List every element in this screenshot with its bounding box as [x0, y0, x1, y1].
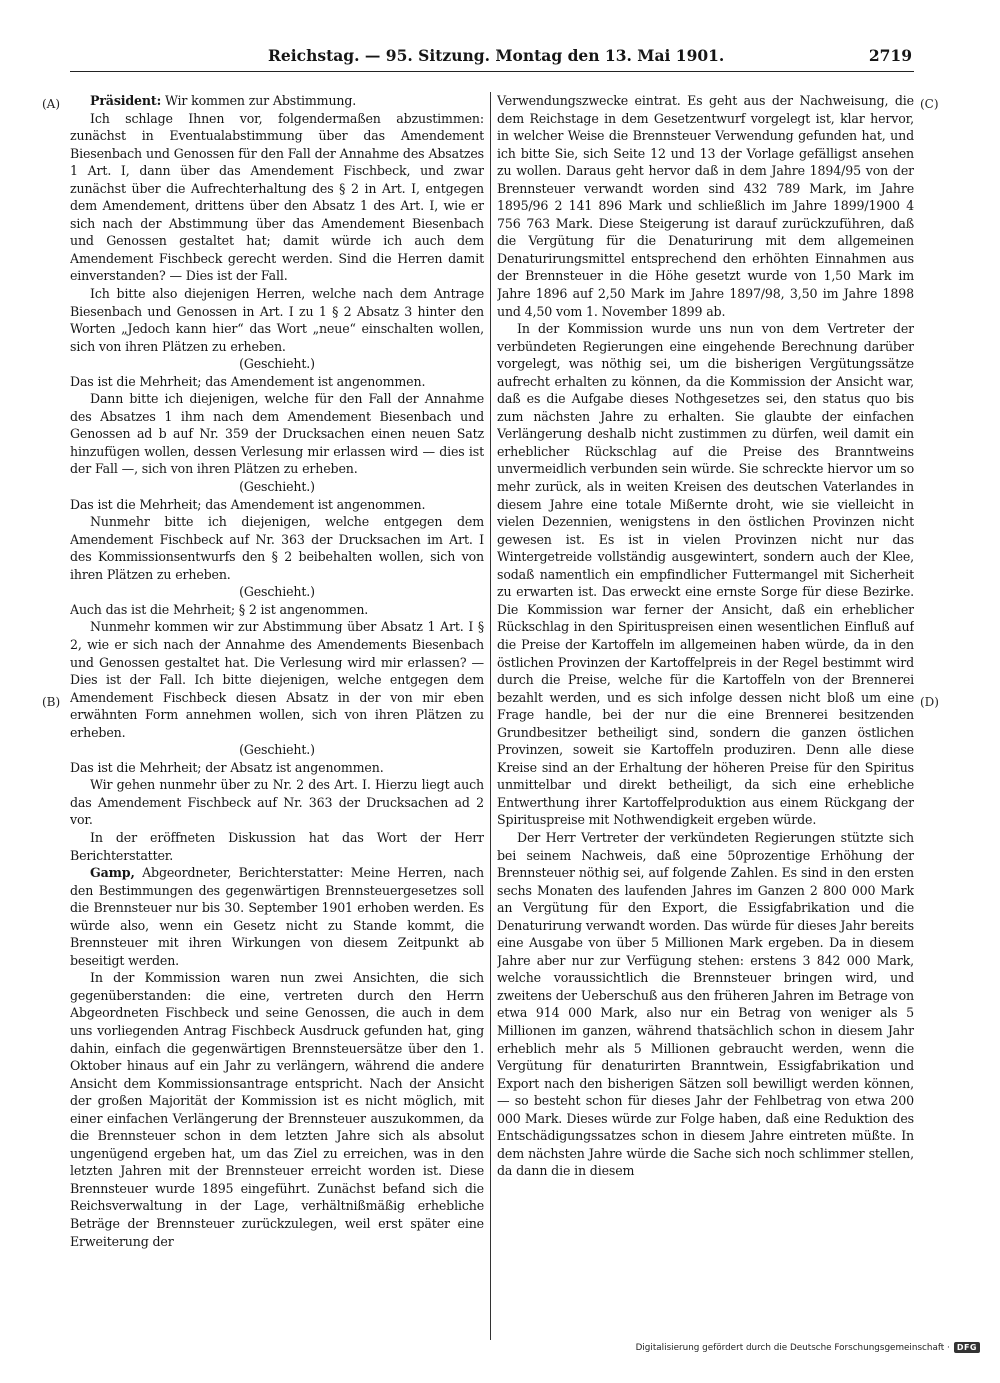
- page-header: [0, 46, 1000, 70]
- digitization-footer: [636, 1342, 980, 1353]
- stage-direction: (Geschieht.): [239, 584, 315, 600]
- paragraph: [70, 864, 484, 969]
- paragraph: Verwendungszwecke eintrat. Es geht aus der Nachweisung, die dem Reichstage in dem Gesetzentwurf vorgelegt ist, klar hervor, in welcher Weise die Brennsteuer Verwendung gefunden hat, und ich bitte Sie, sich Seite 12 und 13 der Vorlage gefälligst ansehen zu wollen. Daraus geht hervor daß in dem Jahre 1894/95 von der Brennsteuer verwandt worden sind 432 789 Mark, im Jahre 1895/96 2 141 896 Mark und schließlich im Jahre 1899/1900 4 756 763 Mark. Diese Steigerung ist darauf zurückzuführen, daß die Vergütung für die Denaturirung mit dem allgemeinen Denaturirungsmittel entsprechend den erhöhten Einnahmen aus der Brennsteuer in die Höhe gesetzt wurde von 1,50 Mark im Jahre 1896 auf 2,50 Mark im Jahre 1897/98, 3,50 im Jahre 1898 und 4,50 vom 1. November 1899 ab.: [497, 93, 914, 319]
- column-divider: [490, 92, 491, 1340]
- paragraph: Wir gehen nunmehr über zu Nr. 2 des Art. I. Hierzu liegt auch das Amendement Fischbeck auf Nr. 363 der Drucksachen ad 2 vor.: [70, 777, 484, 828]
- paragraph: Ich bitte also diejenigen Herren, welche nach dem Antrage Biesenbach und Genossen in Art. I zu 1 § 2 Absatz 3 hinter den Worten „Jedoch kann hier“ das Wort „neue“ einschalten wollen, sich von ihren Plätzen zu erheben.: [70, 286, 484, 354]
- paragraph: Das ist die Mehrheit; das Amendement ist angenommen.: [70, 496, 426, 512]
- paragraph: Das ist die Mehrheit; der Absatz ist angenommen.: [70, 759, 384, 775]
- paragraph: Nunmehr bitte ich diejenigen, welche entgegen dem Amendement Fischbeck auf Nr. 363 der Drucksachen im Art. I des Kommissionsentwurfs den § 2 beibehalten wollen, sich von ihren Plätzen zu erheben.: [70, 514, 484, 582]
- margin-marker-a: (A): [42, 97, 61, 111]
- speaker-name: Gamp,: [90, 865, 135, 881]
- margin-marker-c: (C): [920, 97, 939, 111]
- paragraph: In der Kommission waren nun zwei Ansichten, die sich gegenüberstanden: die eine, vertreten durch den Herrn Abgeordneten Fischbeck und seine Genossen, die auch in dem uns vorliegenden Antrag Fischbeck Ausdruck gefunden hat, ging dahin, einfach die gegenwärtigen Brennsteuersätze über den 1. Oktober hinaus auf ein Jahr zu verlängern, während die andere Ansicht dem Kommissionsantrage entspricht. Nach der Ansicht der großen Majorität der Kommission ist es nicht möglich, mit einer einfachen Verlängerung der Brennsteuer auszukommen, da die Brennsteuer schon in dem letzten Jahre sich als absolut ungenügend ergeben hat, um das Ziel zu erreichen, was in den letzten Jahren mit der Brennsteuer erreicht worden ist. Diese Brennsteuer wurde 1895 eingeführt. Zunächst befand sich die Reichsverwaltung in der Lage, verhältnißmäßig erhebliche Beträge der Brennsteuer zurückzulegen, weil erst später eine Erweiterung der: [70, 970, 484, 1249]
- speaker-name: Präsident:: [90, 93, 162, 108]
- stage-direction: (Geschieht.): [239, 356, 315, 372]
- paragraph: Ich schlage Ihnen vor, folgendermaßen abzustimmen: zunächst in Eventualabstimmung über das Amendement Biesenbach und Genossen für den Fall der Annahme des Absatzes 1 Art. I, dann über das Amendement Fischbeck, und zwar zunächst über die Aufrechterhaltung des § 2 in Art. I, entgegen dem Amendement, drittens über den Absatz 1 des Art. I, wie er sich nach der Abstimmung über das Amendement Biesenbach und Genossen gestaltet hat; damit würde ich auch dem Amendement Fischbeck gerecht werden. Sind die Herren damit einverstanden? — Dies ist der Fall.: [70, 110, 484, 284]
- paragraph: In der Kommission wurde uns nun von dem Vertreter der verbündeten Regierungen eine eingehende Berechnung darüber vorgelegt, was nöthig sei, um die bisherigen Vergütungssätze aufrecht erhalten zu können, da die Kommission der Ansicht war, daß es die Aufgabe dieses Nothgesetzes sei, den status quo bis zum nächsten Jahre zu erhalten. Sie glaubte der einfachen Verlängerung deshalb nicht zustimmen zu dürfen, weil damit ein erheblicher Rückschlag auf die Preise des Branntweins unvermeidlich verbunden sein würde. Sie schreckte hiervor um so mehr zurück, als in weiten Kreisen des deutschen Vaterlandes in diesem Jahre eine totale Mißernte droht, wie sie vielleicht in vielen Dezennien, wenigstens in den östlichen Provinzen nicht gewesen ist. Es ist in vielen Provinzen nicht nur das Wintergetreide vollständig ausgewintert, sondern auch der Klee, sodaß namentlich ein empfindlicher Futtermangel mit Sicherheit zu erwarten ist. Das erweckt eine ernste Sorge für diese Bezirke. Die Kommission war ferner der Ansicht, daß ein erheblicher Rückschlag in den Spirituspreisen einen wesentlichen Einfluß auf die Preise der Kartoffeln im allgemeinen haben würde, da in den östlichen Provinzen der Kartoffelpreis in der Regel bestimmt wird durch die Preise, welche für die Kartoffeln von der Brennerei bezahlt werden, und es sich infolge dessen nicht bloß um eine Frage handle, bei der nur die eine Brennerei besitzenden Grundbesitzer betheiligt sind, sondern die ganzen östlichen Provinzen, soweit sie Kartoffeln produziren. Denn alle diese Kreise sind an der Erhaltung der höheren Preise für den Spiritus unmittelbar und direkt betheiligt, da sich eine erhebliche Entwerthung ihrer Kartoffelproduktion aus einem Rückgang der Spirituspreise mit Nothwendigkeit ergeben würde.: [497, 321, 914, 828]
- paragraph: Der Herr Vertreter der verkündeten Regierungen stützte sich bei seinem Nachweis, daß eine 50prozentige Erhöhung der Brennsteuer nöthig sei, auf folgende Zahlen. Es sind in den ersten sechs Monaten des laufenden Jahres im Ganzen 2 800 000 Mark an Vergütung für den Export, die Essigfabrikation und die Denaturirung verwandt worden. Das würde für dieses Jahr bereits eine Ausgabe von über 5 Millionen Mark ergeben. Da in diesem Jahre aber nur zur Verfügung stehen: erstens 3 842 000 Mark, welche voraussichtlich die Brennsteuer bringen wird, und zweitens der Ueberschuß aus den früheren Jahren im Betrage von etwa 914 000 Mark, also nur ein Betrag von weniger als 5 Millionen im ganzen, während thatsächlich schon in diesem Jahr erheblich mehr als 5 Millionen gebraucht werden, wenn die Vergütung für denaturirten Branntwein, Essigfabrikation und Export nach den bisherigen Sätzen soll bewilligt werden können, — so besteht schon für dieses Jahr der Fehlbetrag von etwa 200 000 Mark. Dieses würde zur Folge haben, daß eine Reduktion des Entschädigungssatzes schon in diesem Jahre eintreten müßte. In dem nächsten Jahre würde die Sache sich noch schlimmer stellen, da dann die in diesem: [497, 829, 914, 1179]
- running-title: Reichstag. — 95. Sitzung. Montag den 13. Mai 1901.: [268, 46, 725, 65]
- margin-marker-d: (D): [920, 695, 939, 709]
- paragraph: In der eröffneten Diskussion hat das Wort der Herr Berichterstatter.: [70, 829, 484, 863]
- paragraph: [70, 92, 484, 110]
- footer-text: Digitalisierung gefördert durch die Deutsche Forschungsgemeinschaft ·: [635, 1342, 950, 1353]
- dfg-logo: DFG: [954, 1342, 980, 1353]
- stage-direction: (Geschieht.): [239, 479, 315, 495]
- speech-text: Wir kommen zur Abstimmung.: [161, 93, 357, 108]
- page-number: 2719: [868, 46, 912, 65]
- header-rule: [70, 71, 914, 72]
- margin-marker-b: (B): [42, 695, 61, 709]
- right-column: [497, 92, 914, 1344]
- speech-text: Abgeordneter, Berichterstatter: Meine Herren, nach den Bestimmungen des gegenwärtigen Brennsteuergesetzes soll die Brennsteuer nur bis 30. September 1901 erhoben werden. Es würde also, wenn ein Gesetz nicht zu Stande kommt, die Brennsteuer mit ihren Wirkungen von diesem Zeitpunkt ab beseitigt werden.: [70, 865, 484, 968]
- paragraph: Nunmehr kommen wir zur Abstimmung über Absatz 1 Art. I § 2, wie er sich nach der Annahme des Amendements Biesenbach und Genossen gestaltet hat. Die Verlesung wird mir erlassen? — Dies ist der Fall. Ich bitte diejenigen, welche entgegen dem Amendement Fischbeck diesen Absatz in der von mir eben erwähnten Form annehmen wollen, sich von ihren Plätzen zu erheben.: [70, 619, 484, 740]
- paragraph: Auch das ist die Mehrheit; § 2 ist angenommen.: [70, 601, 369, 617]
- left-column: [70, 92, 484, 1344]
- paragraph: Das ist die Mehrheit; das Amendement ist angenommen.: [70, 373, 426, 389]
- paragraph: Dann bitte ich diejenigen, welche für den Fall der Annahme des Absatzes 1 ihm nach dem Amendement Biesenbach und Genossen ad b auf Nr. 359 der Drucksachen einen neuen Satz hinzufügen wollen, dessen Verlesung mir erlassen wird — dies ist der Fall —, sich von ihren Plätzen zu erheben.: [70, 391, 484, 477]
- stage-direction: (Geschieht.): [239, 742, 315, 758]
